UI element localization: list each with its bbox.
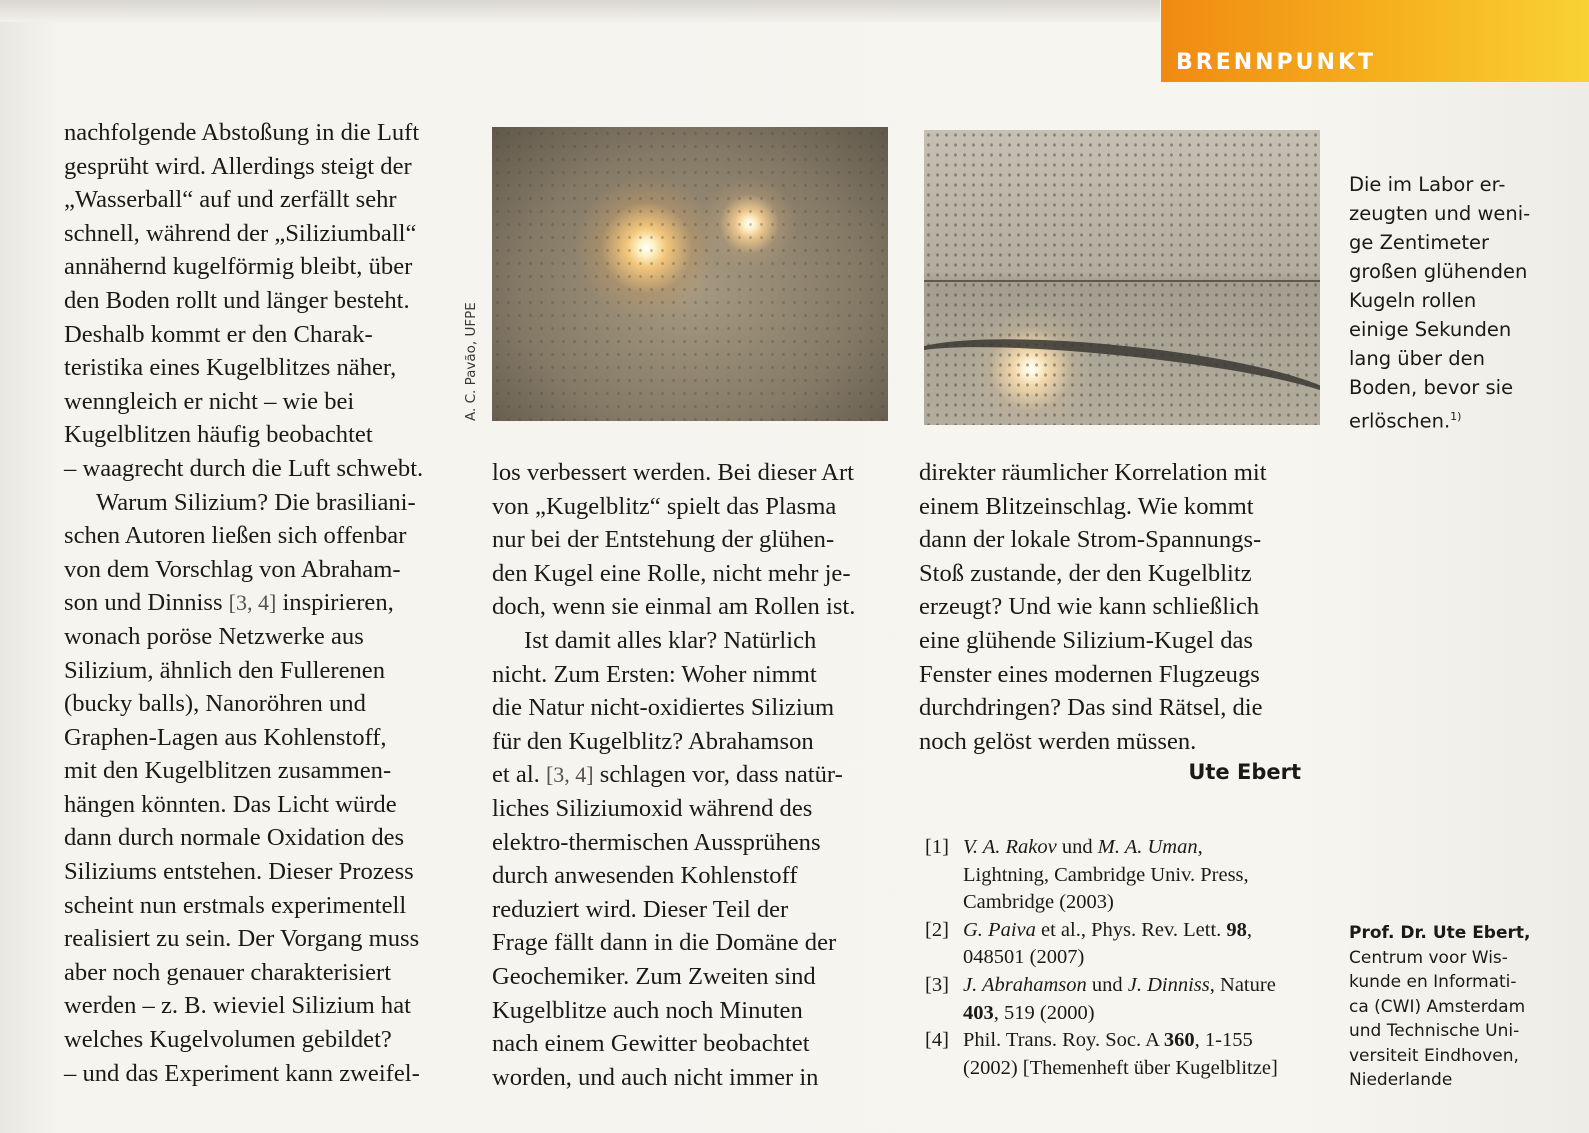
text-line: welches Kugelvolumen gebildet? [64, 1026, 392, 1054]
reference-author: J. Abrahamson [963, 973, 1087, 996]
reference-author: J. Dinniss [1127, 973, 1210, 996]
reference-number: [1] [925, 836, 949, 858]
paragraph-5 [919, 456, 1321, 758]
bio-line: Centrum voor Wis- [1349, 947, 1508, 968]
text-line: noch gelöst werden müssen. [919, 727, 1197, 755]
caption-line: Boden, bevor sie [1349, 376, 1514, 399]
text-column-2 [492, 456, 902, 1094]
text-run: son und Dinniss [64, 589, 229, 617]
reference-list [925, 834, 1325, 1082]
text-line: los verbessert werden. Bei dieser Art [492, 459, 854, 486]
reference-item: [2] G. Paiva et al., Phys. Rev. Lett. 98, 048501 (2007) [925, 918, 1253, 969]
text-run: schlagen vor, dass natür- [593, 761, 843, 789]
reference-number: [2] [925, 918, 949, 941]
text-column-3 [919, 456, 1321, 758]
text-line: Stoß zustande, der den Kugelblitz [919, 559, 1252, 587]
photo-credit: A. C. Pavão, UFPE [463, 302, 479, 421]
text-line: aber noch genauer charakterisiert [64, 958, 392, 986]
caption-line: erlöschen. [1349, 409, 1451, 433]
photo-glowing-balls [492, 127, 888, 421]
caption-line: einige Sekunden [1349, 318, 1512, 341]
text-line: reduziert wird. Dieser Teil der [492, 895, 789, 923]
reference-number: [3] [925, 973, 949, 996]
text-line: Fenster eines modernen Flugzeugs [919, 660, 1260, 688]
text-line: werden – z. B. wieviel Silizium hat [64, 992, 411, 1020]
text-line: nach einem Gewitter beobachtet [492, 1030, 810, 1058]
caption-line: Die im Labor er- [1349, 173, 1506, 196]
text-line: die Natur nicht-oxidiertes Silizium [492, 694, 835, 722]
paragraph-4 [492, 624, 902, 1094]
reference-author: G. Paiva [963, 918, 1036, 941]
reference-item: [1] V. A. Rakov und M. A. Uman, Lightning, Cambridge Univ. Press, Cambridge (2003) [925, 836, 1249, 914]
text-line: nachfolgende Abstoßung in die Luft [64, 119, 420, 146]
text-line: liches Siliziumoxid während des [492, 794, 813, 822]
text-line: direkter räumlicher Korrelation mit [919, 459, 1267, 486]
text-line: für den Kugelblitz? Abrahamson [492, 727, 814, 755]
paragraph-2 [64, 486, 469, 1091]
text-line: Kugelblitze auch noch Minuten [492, 996, 803, 1024]
figure-caption [1349, 170, 1549, 436]
text-line: (bucky balls), Nanoröhren und [64, 690, 366, 718]
text-line: Geochemiker. Zum Zweiten sind [492, 962, 816, 990]
paragraph-3 [492, 456, 902, 624]
text-line: hängen könnten. Das Licht würde [64, 790, 397, 818]
paragraph-1 [64, 116, 469, 486]
caption-line: ge Zentimeter [1349, 231, 1490, 254]
text-line: durchdringen? Das sind Rätsel, die [919, 694, 1263, 722]
footnote-marker: 1) [1450, 410, 1462, 423]
section-label: BRENNPUNKT [1176, 50, 1377, 75]
bio-line: Niederlande [1349, 1070, 1453, 1090]
photo-rolling-ball [924, 130, 1320, 425]
caption-line: Kugeln rollen [1349, 289, 1477, 312]
text-line: Ist damit alles klar? Natürlich [524, 626, 817, 654]
bio-line: ca (CWI) Amsterdam [1349, 996, 1526, 1017]
text-line: dann durch normale Oxidation des [64, 824, 405, 852]
text-line: schen Autoren ließen sich offenbar [64, 522, 407, 550]
text-line: annähernd kugelförmig bleibt, über [64, 253, 413, 281]
reference-item: [4] Phil. Trans. Roy. Soc. A 360, 1-155 (2002) [Themenheft über Kugelblitze] [925, 1029, 1278, 1079]
text-line: wenngleich er nicht – wie bei [64, 387, 355, 415]
text-line: schnell, während der „Siliziumball“ [64, 219, 417, 247]
text-line: scheint nun erstmals experimentell [64, 891, 407, 919]
reference-item: [3] J. Abrahamson und J. Dinniss, Nature 403, 519 (2000) [925, 973, 1276, 1024]
caption-line: lang über den [1349, 347, 1485, 370]
bio-line: kunde en Informati- [1349, 972, 1517, 992]
reference-number: [4] [925, 1029, 949, 1052]
text-line: realisiert zu sein. Der Vorgang muss [64, 925, 420, 953]
text-line: einem Blitzeinschlag. Wie kommt [919, 492, 1254, 520]
bio-name: Prof. Dr. Ute Ebert, [1349, 923, 1531, 943]
text-line: den Boden rollt und länger besteht. [64, 286, 410, 314]
text-line: von dem Vorschlag von Abraham- [64, 555, 401, 583]
text-line: Frage fällt dann in die Domäne der [492, 929, 837, 957]
bio-line: versiteit Eindhoven, [1349, 1045, 1519, 1066]
text-line: Siliziums entstehen. Dieser Prozess [64, 858, 414, 886]
text-line: Deshalb kommt er den Charak- [64, 320, 373, 348]
text-column-1 [64, 116, 469, 1090]
text-line: nicht. Zum Ersten: Woher nimmt [492, 660, 817, 688]
text-line: – und das Experiment kann zweifel- [64, 1059, 420, 1087]
text-line: worden, und auch nicht immer in [492, 1063, 819, 1091]
author-bio [1349, 921, 1554, 1093]
text-line: eine glühende Silizium-Kugel das [919, 626, 1253, 654]
text-line: elektro-thermischen Aussprühens [492, 828, 821, 856]
text-line: Silizium, ähnlich den Fullerenen [64, 656, 386, 684]
text-line: dann der lokale Strom-Spannungs- [919, 526, 1262, 554]
caption-line: zeugten und weni- [1349, 202, 1531, 225]
text-run: inspirieren, [276, 589, 394, 617]
text-line: nur bei der Entstehung der glühen- [492, 526, 835, 554]
text-line: gesprüht wird. Allerdings steigt der [64, 152, 412, 180]
text-line: durch anwesenden Kohlenstoff [492, 862, 798, 890]
text-line: Kugelblitzen häufig beobachtet [64, 421, 373, 449]
text-line: – waagrecht durch die Luft schwebt. [64, 454, 424, 482]
text-line: mit den Kugelblitzen zusammen- [64, 757, 392, 785]
reference-author: M. A. Uman [1097, 836, 1198, 858]
author-name: Ute Ebert [1188, 760, 1301, 784]
caption-line: großen glühenden [1349, 260, 1528, 283]
text-run: et al. [492, 761, 546, 789]
text-line: erzeugt? Und wie kann schließlich [919, 593, 1260, 621]
text-line: von „Kugelblitz“ spielt das Plasma [492, 492, 837, 520]
page-fold-shadow [0, 0, 1160, 22]
text-line: den Kugel eine Rolle, nicht mehr je- [492, 559, 851, 587]
citation: [3, 4] [228, 590, 277, 616]
text-line: Warum Silizium? Die brasiliani- [96, 488, 416, 516]
text-line: doch, wenn sie einmal am Rollen ist. [492, 593, 856, 621]
text-line: wonach poröse Netzwerke aus [64, 622, 364, 650]
text-line: Graphen-Lagen aus Kohlenstoff, [64, 723, 387, 751]
text-line: „Wasserball“ auf und zerfällt sehr [64, 186, 397, 214]
citation: [3, 4] [545, 762, 594, 788]
text-line: teristika eines Kugelblitzes näher, [64, 354, 397, 382]
reference-author: V. A. Rakov [963, 836, 1057, 858]
bio-line: und Technische Uni- [1349, 1021, 1520, 1041]
